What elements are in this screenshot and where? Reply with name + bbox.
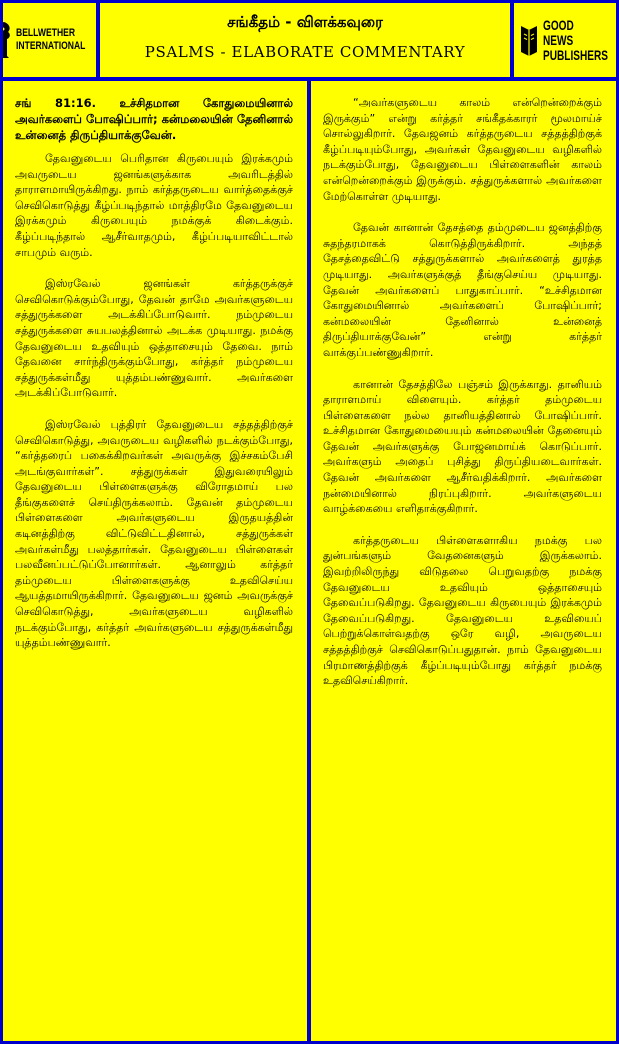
logo-left-line2: INTERNATIONAL	[15, 40, 85, 52]
left-paragraph: தேவனுடைய பெரிதான கிருபையும் இரக்கமும் அவருடைய ஜனங்களுக்காக அவரிடத்தில் தாராளமாயிருக்கிறது. நாம் கர்த்தருடைய வார்த்தைக்குச் செவிகொடுத்து கீழ்ப்படிந்தால் மாத்திரமே தேவனுடைய இரக்கமும் கிருபையும் நமக்குக் கிடைக்கும். கீழ்ப்படிந்தால் ஆசீர்வாதமும், கீழ்ப்படியாவிட்டால் சாபமும் வரும்.	[15, 152, 293, 259]
logo-left-line1: BELLWETHER	[15, 27, 75, 39]
ram-icon	[3, 20, 13, 60]
right-column	[311, 81, 616, 1041]
logo-right-line1: GOOD NEWS	[542, 16, 574, 48]
right-paragraph: தேவன் கானான் தேசத்தை தம்முடைய ஜனத்திற்கு சுதந்தரமாகக் கொடுத்திருக்கிறார். அந்தத் தேசத்தைவிட்டு சத்துருக்களால் அவர்களைத் துரத்த முடியாது. அவர்களுக்குத் தீங்குசெய்ய முடியாது. தேவன் அவர்களைப் பாதுகாப்பார். “உச்சிதமான கோதுமையினால் அவர்களைப் போஷிப்பார்; கன்மலையின் தேனினால் உன்னைத் திருப்தியாக்குவேன்” என்று கர்த்தர் வாக்குப்பண்ணுகிறார்.	[323, 221, 602, 359]
verse-heading: சங் 81:16. உச்சிதமான கோதுமையினால் அவர்களைப் போஷிப்பார்; கன்மலையின் தேனினால் உன்னைத் திருப்தியாக்குவேன்.	[15, 96, 293, 142]
left-column	[3, 81, 307, 1041]
title-english: PSALMS - ELABORATE COMMENTARY	[144, 43, 466, 61]
right-paragraph: “அவர்களுடைய காலம் என்றென்றைக்கும் இருக்கும்” என்று கர்த்தர் சங்கீதக்காரர் மூலமாய்ச் சொல்லுகிறார். தேவஜனம் கர்த்தருடைய சத்தத்திற்குக் கீழ்ப்படியும்போது, அவர்கள் தேவனுடைய வழிகளில் நடக்கும்போது, தேவனுடைய பிள்ளைகளின் காலம் என்றென்றைக்கும் இருக்கும். சத்துருக்களால் அவர்களை மேற்கொள்ள முடியாது.	[323, 96, 602, 203]
left-paragraph: இஸ்ரவேல் புத்திரர் தேவனுடைய சத்தத்திற்குச் செவிகொடுத்து, அவருடைய வழிகளில் நடக்கும்போது, “கர்த்தரைப் பகைக்கிறவர்கள் அவருக்கு இச்சகம்பேசி அடங்குவார்கள்”. சத்துருக்கள் இதுவரையிலும் தேவனுடைய பிள்ளைகளுக்கு விரோதமாய் பல தீங்குகளைச் செய்திருக்கலாம். தேவன் தம்முடைய பிள்ளைகளை அவர்களுடைய இருதயத்தின் கடினத்திற்கு விட்டுவிட்டதினால், சத்துருக்கள் அவர்கள்மீது பலத்தார்கள். தேவனுடைய பிள்ளைகள் பலவீனப்பட்டுப்போனார்கள். ஆனாலும் கர்த்தர் தம்முடைய பிள்ளைகளுக்கு உதவிசெய்ய ஆயத்தமாயிருக்கிறார். தேவனுடைய ஜனம் அவருக்குச் செவிகொடுத்து, அவர்களுடைய வழிகளில் நடக்கும்போது, கர்த்தர் அவர்களுடைய சத்துருக்கள்மீது யுத்தம்பண்ணுவார்.	[15, 417, 293, 650]
bellwether-logo	[3, 3, 96, 77]
right-paragraph: கானான் தேசத்திலே பஞ்சம் இருக்காது. தானியம் தாராளமாய் விளையும். கர்த்தர் தம்முடைய பிள்ளைகளை நல்ல தானியத்தினால் போஷிப்பார். உச்சிதமான கோதுமையையும் கன்மலையின் தேனையும் தேவன் அவர்களுக்கு போஜனமாய்க் கொடுப்பார். அவர்களும் அதைப் புசித்து திருப்தியடைவார்கள். தேவன் அவர்களை ஆசீர்வதிக்கிறார். அவர்களை நன்மையினால் நிரப்புகிறார். அவர்களுடைய வாழ்க்கையை எளிதாக்குகிறார்.	[323, 377, 602, 516]
logo-right-line2: PUBLISHERS	[542, 46, 608, 63]
book-icon	[518, 22, 540, 58]
left-paragraph: இஸ்ரவேல் ஜனங்கள் கர்த்தருக்குச் செவிகொடுக்கும்போது, தேவன் தாமே அவர்களுடைய சத்துருக்களை அடக்கிப்போடுவார். நம்முடைய சத்துருக்களை சுயபலத்தினால் அடக்க முடியாது. நமக்கு தேவனுடைய உதவியும் ஒத்தாசையும் தேவை. நாம் தேவனை சார்ந்திருக்கும்போது, கர்த்தர் நம்முடைய சத்துருக்கள்மீது யுத்தம்பண்ணுவார். அவர்களை அடக்கிப்போடுவார்.	[15, 277, 293, 400]
page-header	[100, 3, 510, 77]
right-paragraph: கர்த்தருடைய பிள்ளைகளாகிய நமக்கு பல துன்பங்களும் வேதனைகளும் இருக்கலாம். இவற்றிலிருந்து விடுதலை பெறுவதற்கு நமக்கு தேவனுடைய உதவியும் ஒத்தாசையும் தேவைப்படுகிறது. தேவனுடைய கிருபையும் இரக்கமும் தேவைப்படுகிறது. தேவனுடைய உதவியைப் பெற்றுக்கொள்வதற்கு ஒரே வழி, அவருடைய சத்தத்திற்குச் செவிகொடுப்பதுதான். நாம் தேவனுடைய பிரமாணத்திற்குக் கீழ்ப்படியும்போது கர்த்தர் நமக்கு உதவிசெய்கிறார்.	[323, 533, 602, 688]
good-news-logo	[514, 3, 616, 77]
title-tamil: சங்கீதம் - விளக்கவுரை	[227, 13, 383, 31]
